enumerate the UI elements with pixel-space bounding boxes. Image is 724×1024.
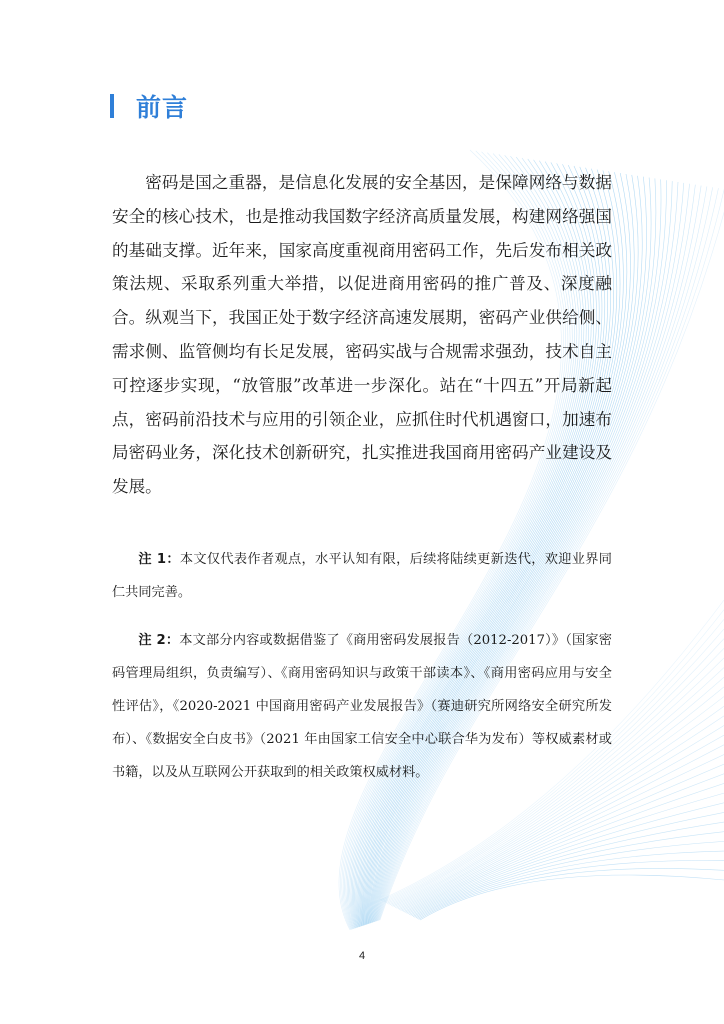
note-2-label: 注 2： bbox=[138, 633, 180, 648]
wave-line bbox=[410, 812, 724, 915]
wave-line bbox=[416, 851, 724, 918]
wave-line bbox=[414, 841, 724, 917]
section-title: 前言 bbox=[136, 93, 189, 122]
wave-line bbox=[412, 822, 724, 916]
wave-line bbox=[419, 868, 724, 919]
note-1-paragraph bbox=[112, 543, 612, 609]
wave-line bbox=[420, 875, 724, 920]
wave-line bbox=[406, 783, 724, 913]
note-2-text: 本文部分内容或数据借鉴了《商用密码发展报告（2012-2017）》（国家密码管理局组织，负责编写）、《商用密码知识与政策干部读本》、《商用密码应用与安全性评估》，《2020-2021 中国商用密码产业发展报告》（赛迪研究所网络安全研究所发布）、《数据安全白皮书》（2021 年由国家工信安全中心联合华为发布）等权威素材或书籍，以及从互联网公开获取到的相关政策权威材料。 bbox=[112, 633, 612, 780]
wave-line bbox=[417, 861, 724, 919]
section-heading bbox=[110, 92, 188, 120]
note-1-label: 注 1： bbox=[138, 552, 180, 567]
note-2-paragraph bbox=[112, 624, 612, 789]
wave-line bbox=[408, 793, 724, 914]
preface-body bbox=[112, 166, 612, 504]
note-1 bbox=[112, 543, 612, 609]
preface-paragraph: 密码是国之重器，是信息化发展的安全基因，是保障网络与数据安全的核心技术，也是推动我国数字经济高质量发展，构建网络强国的基础支撑。近年来，国家高度重视商用密码工作，先后发布相关政策法规、采取系列重大举措，以促进商用密码的推广普及、深度融合。纵观当下，我国正处于数字经济高速发展期，密码产业供给侧、需求侧、监管侧均有长足发展，密码实战与合规需求强劲，技术自主可控逐步实现，“放管服”改革进一步深化。站在“十四五”开局新起点，密码前沿技术与应用的引领企业，应抓住时代机遇窗口，加速布局密码业务，深化技术创新研究，扎实推进我国商用密码产业建设及发展。 bbox=[112, 173, 612, 497]
note-1-text: 本文仅代表作者观点，水平认知有限，后续将陆续更新迭代，欢迎业界同仁共同完善。 bbox=[112, 552, 612, 600]
page-number: 4 bbox=[358, 950, 366, 962]
note-2 bbox=[112, 624, 612, 789]
wave-line bbox=[409, 803, 724, 915]
wave-line bbox=[413, 832, 724, 917]
wave-line bbox=[405, 774, 724, 913]
heading-accent-bar bbox=[110, 94, 114, 118]
